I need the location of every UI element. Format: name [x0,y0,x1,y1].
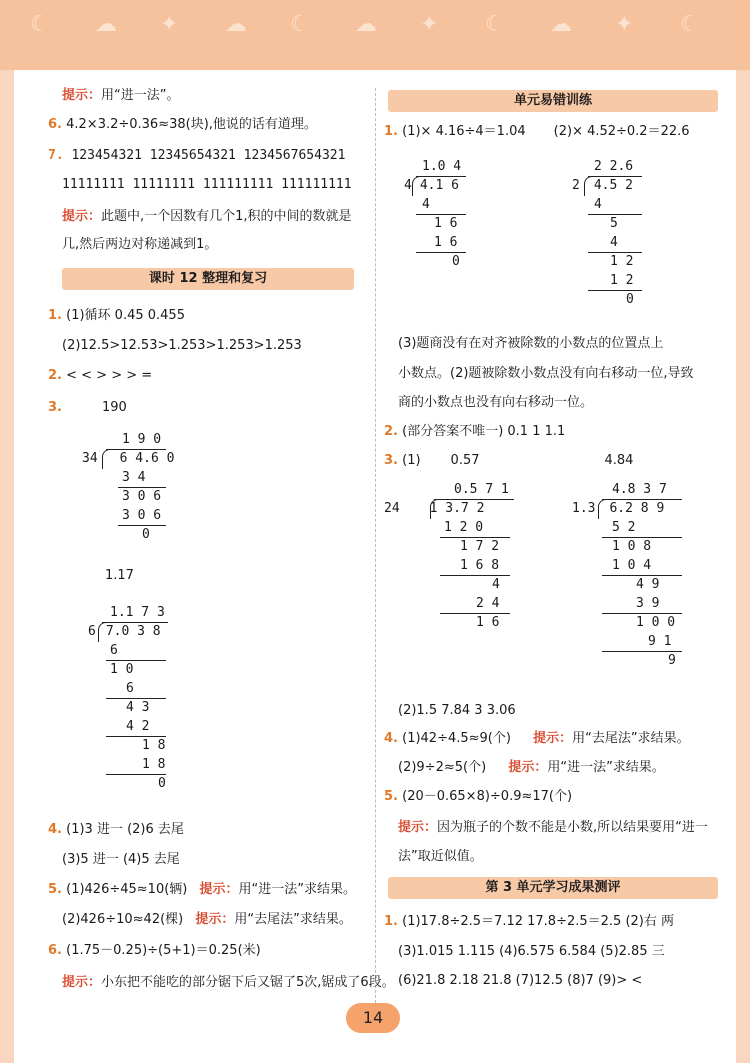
moon-icon: ☾ [680,12,700,37]
t-answer-1: 1. (1)17.8÷2.5＝7.12 17.8÷2.5＝2.5 (2)右 两 [384,914,674,929]
left-margin-bar [0,70,14,1063]
r-answer-2: 2. (部分答案不唯一) 0.1 1 1.1 [384,424,566,439]
r-hint-cont: 法”取近似值。 [398,849,483,864]
cloud-icon: ☁ [225,12,247,37]
answer-4-2: (3)5 进一 (4)5 去尾 [62,852,180,867]
answer-3: 3. 190 [48,400,127,415]
r-answer-1: 1. (1)× 4.16÷4＝1.04 (2)× 4.52÷0.2＝22.6 [384,124,690,139]
quotient-label: 1.17 [105,568,134,583]
star-icon: ✦ [420,12,439,37]
r-answer-1-explain: (3)题商没有在对齐被除数的小数点的位置点上 [398,336,664,351]
section-header-unit-errors: 单元易错训练 [388,90,718,112]
section-header-unit3-test: 第 3 单元学习成果测评 [388,877,718,899]
answer-4: 4. (1)3 进一 (2)6 去尾 [48,822,184,837]
right-margin-bar [736,70,750,1063]
moon-icon: ☾ [485,12,505,37]
t-answer-1-3: (6)21.8 2.18 21.8 (7)12.5 (8)7 (9)> < [398,973,643,988]
answer-1-2: (2)12.5>12.53>1.253>1.253>1.253 [62,338,302,353]
hint-line-cont: 几,然后两边对称递减到1。 [62,237,218,252]
moon-icon: ☾ [290,12,310,37]
answer-5: 5. (1)426÷45≈10(辆) 提示：用“进一法”求结果。 [48,882,357,897]
r-answer-4-2: (2)9÷2≈5(个) 提示：用“进一法”求结果。 [398,760,665,775]
page-number-badge: 14 [346,1003,400,1033]
t-answer-1-2: (3)1.015 1.115 (4)6.575 6.584 (5)2.85 三 [398,944,665,959]
r-answer-1-explain3: 商的小数点也没有向右移动一位。 [398,395,594,410]
cloud-icon: ☁ [550,12,572,37]
r-hint: 提示：因为瓶子的个数不能是小数,所以结果要用“进一 [398,820,708,835]
answer-7-line2: 11111111 11111111 111111111 111111111 [62,177,352,192]
answer-1: 1. (1)循环 0.45 0.455 [48,308,185,323]
section-header-lesson12: 课时 12 整理和复习 [62,268,354,290]
answer-5-2: (2)426÷10≈42(棵) 提示：用“去尾法”求结果。 [62,912,352,927]
long-division-4: 2 2.6 2 4.5 2 4 5 4 1 2 1 2 0 [572,157,634,309]
long-division-1: 1 9 0 34 6 4.6 0 3 4 3 0 6 3 0 6 0 [82,432,175,542]
long-division-2: 1.1 7 3 6 7.0 3 8 6 1 0 6 4 3 4 2 1 8 1 8 0 [88,603,166,793]
r-answer-3-2: (2)1.5 7.84 3 3.06 [398,703,516,718]
answer-7: 7. 123454321 12345654321 1234567654321 [48,148,346,163]
long-division-6: 4.8 3 7 1.3 6.2 8 9 5 2 1 0 8 1 0 4 4 9 3 9 1 0 0 9 1 9 [572,480,676,670]
r-answer-3: 3. (1) 0.57 4.84 [384,453,634,468]
r-answer-4: 4. (1)42÷4.5≈9(个) 提示：用“去尾法”求结果。 [384,731,690,746]
column-divider [375,88,376,1028]
star-icon: ✦ [160,12,179,37]
cloud-icon: ☁ [95,12,117,37]
top-banner [0,0,750,70]
answer-6: 6. 4.2×3.2÷0.36≈38(块),他说的话有道理。 [48,117,317,132]
long-division-5: 0.5 7 1 24 1 3.7 2 1 2 0 1 7 2 1 6 8 4 2 4 1 6 [384,480,509,632]
hint-line: 提示：用“进一法”。 [62,88,180,103]
answer-2: 2. < < > > > = [48,368,153,383]
long-division-3: 1.0 4 4 4.1 6 4 1 6 1 6 0 [404,157,461,271]
hint-line: 提示：此题中,一个因数有几个1,积的中间的数就是 [62,209,352,224]
r-answer-1-explain2: 小数点。(2)题被除数小数点没有向右移动一位,导致 [398,366,694,381]
r-answer-5: 5. (20－0.65×8)÷0.9≈17(个) [384,789,573,804]
moon-icon: ☾ [30,12,50,37]
cloud-icon: ☁ [355,12,377,37]
answer-6b: 6. (1.75－0.25)÷(5+1)＝0.25(米) [48,943,261,958]
star-icon: ✦ [615,12,634,37]
hint-line: 提示：小东把不能吃的部分锯下后又锯了5次,锯成了6段。 [62,975,395,990]
